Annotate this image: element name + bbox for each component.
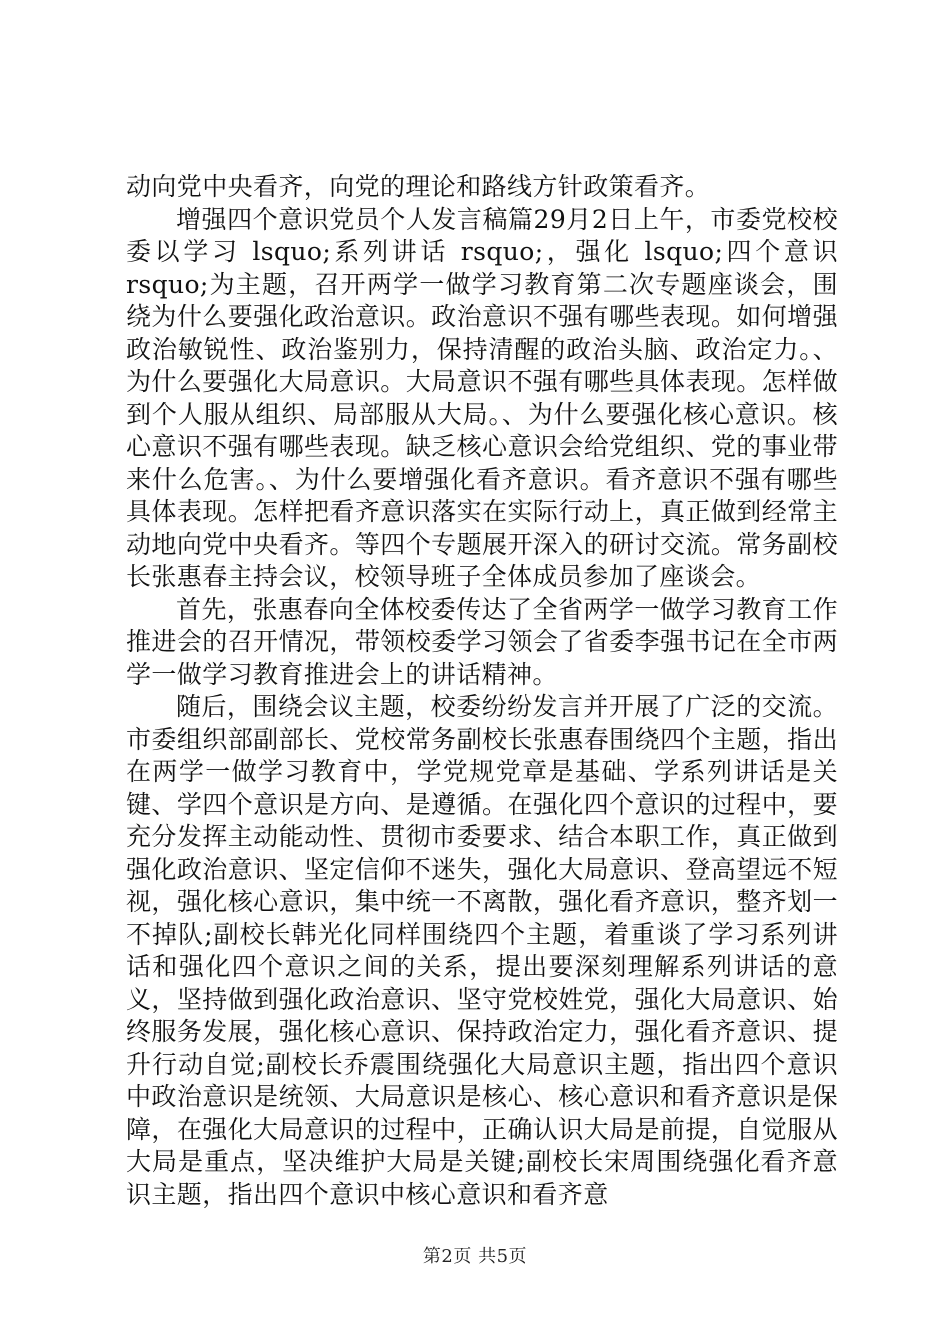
paragraph-continuation: 动向党中央看齐，向党的理论和路线方针政策看齐。 [126,172,711,201]
document-body [126,171,838,1211]
page-number-footer: 第2页 共5页 [422,1246,528,1267]
paragraph: 增强四个意识党员个人发言稿篇29月2日上午，市委党校校委以学习 lsquo;系列讲话 rsquo;，强化 lsquo;四个意识 rsquo;为主题，召开两学一做学习教育第二次专题座谈会，围绕为什么要强化政治意识。政治意识不强有哪些表现。如何增强政治敏锐性、政治鉴别力，保持清醒的政治头脑、政治定力。、为什么要强化大局意识。大局意识不强有哪些具体表现。怎样做到个人服从组织、局部服从大局。、为什么要强化核心意识。核心意识不强有哪些表现。缺乏核心意识会给党组织、党的事业带来什么危害。、为什么要增强化看齐意识。看齐意识不强有哪些具体表现。怎样把看齐意识落实在实际行动上，真正做到经常主动地向党中央看齐。等四个专题展开深入的研讨交流。常务副校长张惠春主持会议，校领导班子全体成员参加了座谈会。 [126,204,838,591]
paragraph: 首先，张惠春向全体校委传达了全省两学一做学习教育工作推进会的召开情况，带领校委学习领会了省委李强书记在全市两学一做学习教育推进会上的讲话精神。 [126,594,838,689]
paragraph: 随后，围绕会议主题，校委纷纷发言并开展了广泛的交流。市委组织部副部长、党校常务副校长张惠春围绕四个主题，指出在两学一做学习教育中，学党规党章是基础、学系列讲话是关键、学四个意识是方向、是遵循。在强化四个意识的过程中，要充分发挥主动能动性、贯彻市委要求、结合本职工作，真正做到强化政治意识、坚定信仰不迷失，强化大局意识、登高望远不短视，强化核心意识，集中统一不离散，强化看齐意识，整齐划一不掉队;副校长韩光化同样围绕四个主题，着重谈了学习系列讲话和强化四个意识之间的关系，提出要深刻理解系列讲话的意义，坚持做到强化政治意识、坚守党校姓党，强化大局意识、始终服务发展，强化核心意识、保持政治定力，强化看齐意识、提升行动自觉;副校长乔震围绕强化大局意识主题，指出四个意识中政治意识是统领、大局意识是核心、核心意识和看齐意识是保障，在强化大局意识的过程中，正确认识大局是前提，自觉服从大局是重点，坚决维护大局是关键;副校长宋周围绕强化看齐意识主题，指出四个意识中核心意识和看齐意 [126,692,838,1209]
